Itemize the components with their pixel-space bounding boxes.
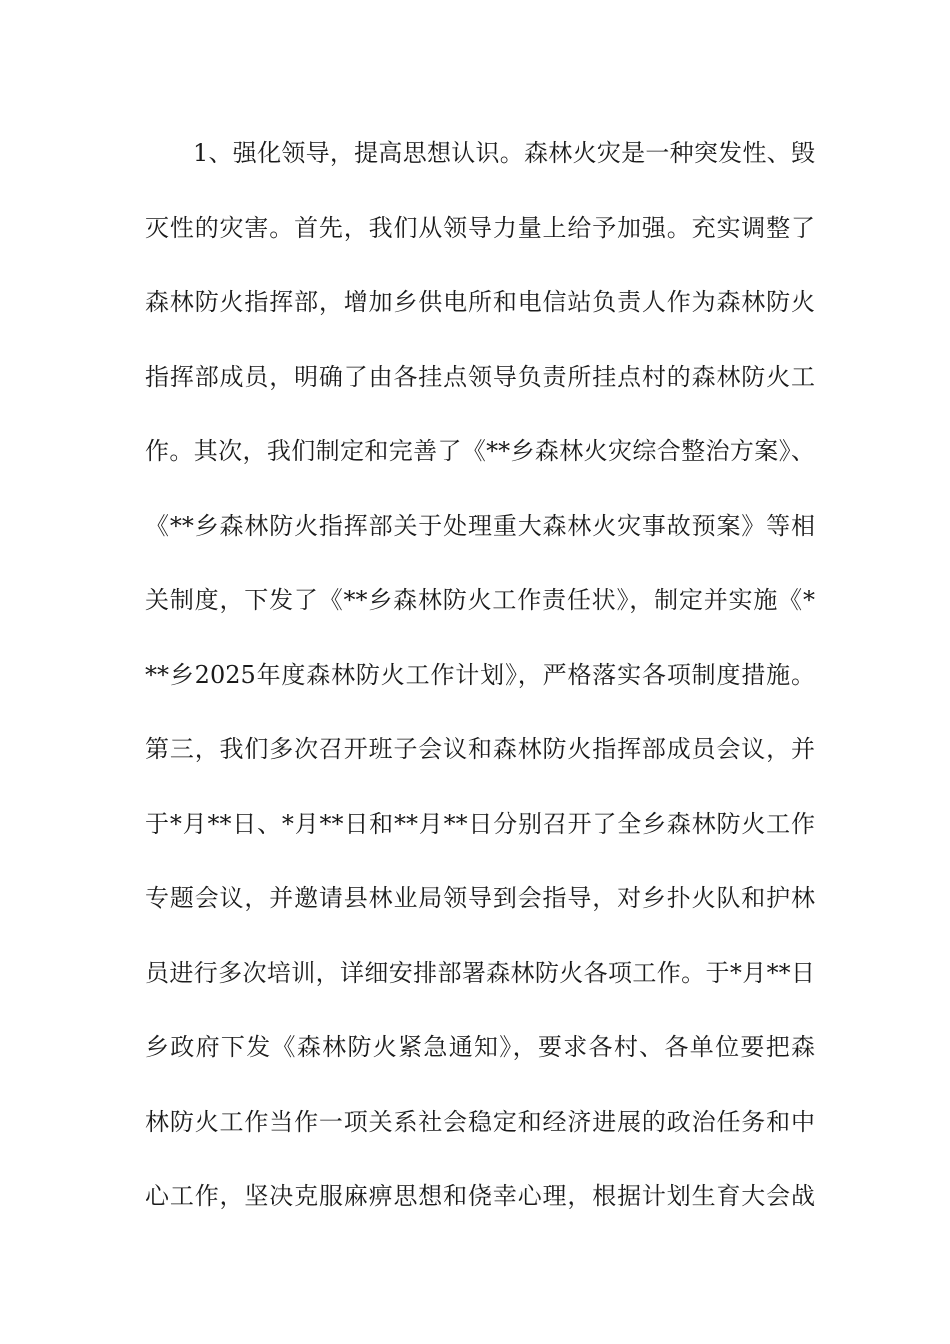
text-line: 乡政府下发《森林防火紧急通知》，要求各村、各单位要把森 — [145, 1033, 815, 1061]
text-line: 心工作，坚决克服麻痹思想和侥幸心理，根据计划生育大会战 — [145, 1182, 815, 1210]
text-line: 指挥部成员，明确了由各挂点领导负责所挂点村的森林防火工 — [145, 362, 815, 391]
text-line: 《**乡森林防火指挥部关于处理重大森林火灾事故预案》等相 — [145, 511, 815, 540]
text-line: 于*月**日、*月**日和**月**日分别召开了全乡森林防火工作 — [145, 809, 815, 838]
text-line: 灭性的灾害。首先，我们从领导力量上给予加强。充实调整了 — [145, 213, 815, 242]
text-line: 员进行多次培训，详细安排部署森林防火各项工作。于*月**日 — [145, 958, 815, 987]
text-line: 林防火工作当作一项关系社会稳定和经济进展的政治任务和中 — [145, 1107, 815, 1136]
body-paragraph — [145, 128, 815, 1246]
text-line: 专题会议，并邀请县林业局领导到会指导，对乡扑火队和护林 — [145, 884, 815, 912]
text-line: 关制度，下发了《**乡森林防火工作责任状》，制定并实施《* — [145, 586, 815, 614]
text-line: **乡2025年度森林防火工作计划》，严格落实各项制度措施。 — [145, 660, 815, 689]
text-line: 作。其次，我们制定和完善了《**乡森林火灾综合整治方案》、 — [145, 437, 815, 465]
text-line: 1、强化领导，提高思想认识。森林火灾是一种突发性、毁 — [193, 139, 815, 167]
text-line: 森林防火指挥部，增加乡供电所和电信站负责人作为森林防火 — [145, 288, 815, 316]
text-line: 第三，我们多次召开班子会议和森林防火指挥部成员会议，并 — [145, 735, 815, 763]
